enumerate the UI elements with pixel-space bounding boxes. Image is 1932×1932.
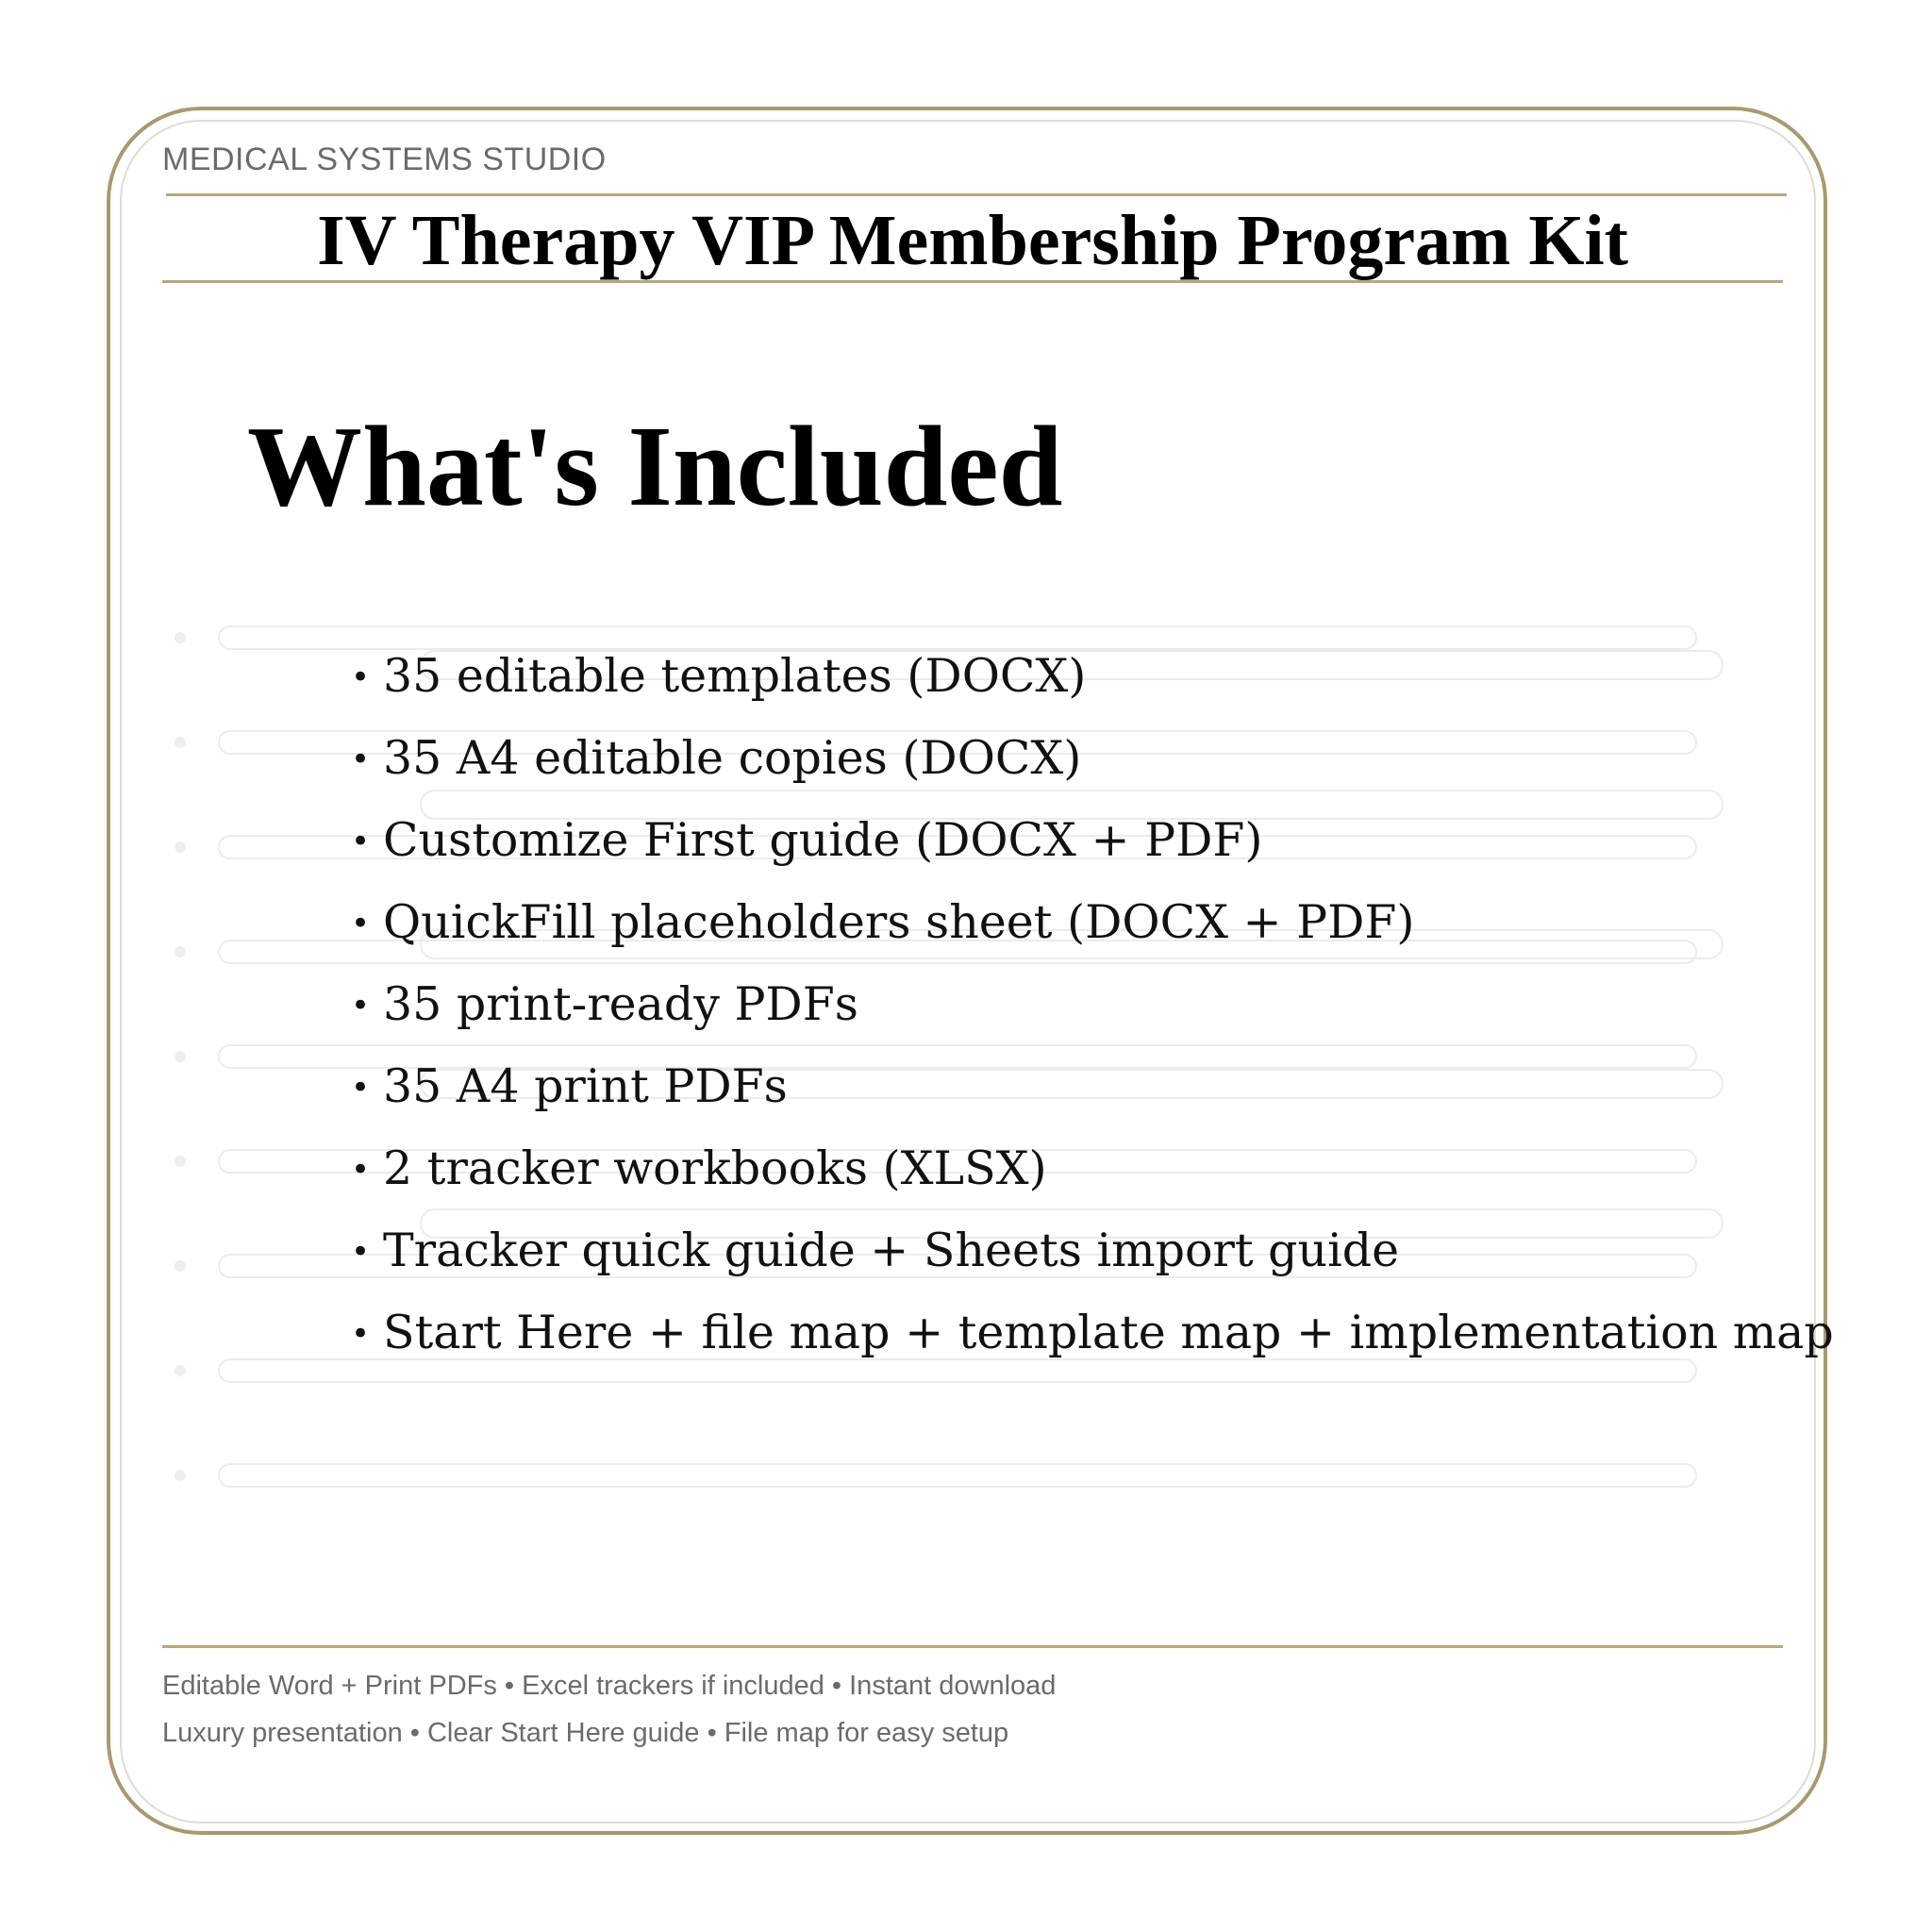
bullet-icon: •	[351, 905, 371, 942]
bullet-icon: •	[351, 741, 371, 778]
document-title: IV Therapy VIP Membership Program Kit	[317, 201, 1628, 280]
list-item-text: Start Here + file map + template map + implementation map	[383, 1306, 1834, 1359]
bullet-icon: •	[351, 1151, 371, 1189]
bullet-icon: •	[351, 1233, 371, 1271]
footer-line-1: Editable Word + Print PDFs • Excel trackers if included • Instant download	[162, 1671, 1057, 1701]
brand-label: MEDICAL SYSTEMS STUDIO	[162, 142, 607, 177]
list-item-text: 35 A4 editable copies (DOCX)	[383, 731, 1082, 785]
list-item	[351, 1300, 1834, 1382]
list-item-text: QuickFill placeholders sheet (DOCX + PDF)	[383, 895, 1415, 949]
list-item	[351, 1136, 1834, 1218]
bullet-icon: •	[351, 823, 371, 860]
section-title: What's Included	[247, 403, 1063, 530]
bullet-icon: •	[351, 987, 371, 1024]
bullet-icon: •	[351, 1069, 371, 1107]
list-item	[351, 972, 1834, 1054]
list-item-text: 35 editable templates (DOCX)	[383, 649, 1087, 703]
list-item	[351, 1218, 1834, 1300]
bullet-icon: •	[351, 658, 371, 696]
list-item-text: Tracker quick guide + Sheets import guide	[383, 1224, 1400, 1277]
list-item-text: 35 A4 print PDFs	[383, 1059, 788, 1113]
included-items-list	[351, 643, 1834, 1382]
bullet-icon: •	[351, 1315, 371, 1353]
list-item-text: 35 print-ready PDFs	[383, 977, 858, 1031]
list-item	[351, 808, 1834, 890]
list-item-text: 2 tracker workbooks (XLSX)	[383, 1141, 1047, 1195]
list-item	[351, 725, 1834, 808]
header-top-rule	[166, 193, 1787, 196]
footer-line-2: Luxury presentation • Clear Start Here guide • File map for easy setup	[162, 1718, 1009, 1748]
list-item	[351, 1054, 1834, 1136]
header-bottom-rule	[162, 280, 1783, 283]
list-item-text: Customize First guide (DOCX + PDF)	[383, 813, 1263, 867]
list-item	[351, 643, 1834, 725]
footer-rule	[162, 1645, 1783, 1648]
list-item	[351, 890, 1834, 972]
